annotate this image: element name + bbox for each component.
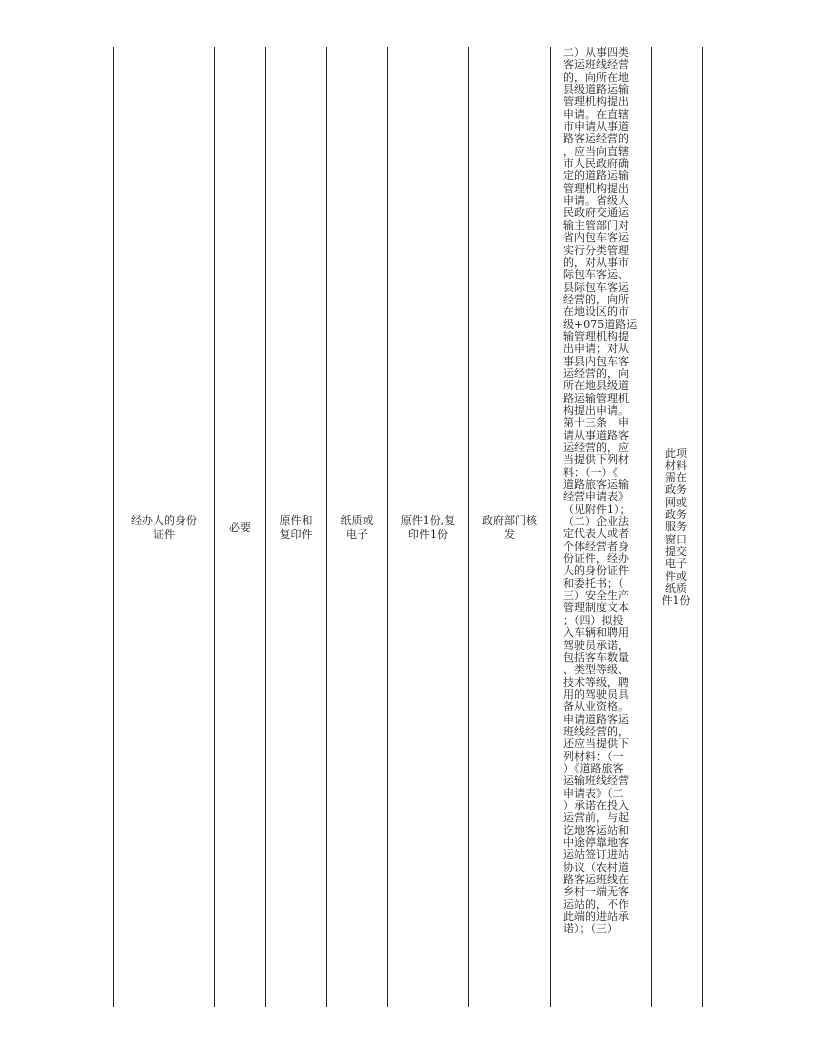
remark-text bbox=[662, 448, 691, 608]
legal-basis-line: 运输班线经营 bbox=[563, 774, 629, 788]
legal-basis-line: 输管理机构提 bbox=[563, 329, 629, 343]
legal-basis-line: 管理机构提出 bbox=[563, 181, 629, 195]
legal-basis-cell bbox=[563, 47, 645, 936]
legal-basis-line: 输主管部门对 bbox=[563, 218, 629, 232]
legal-basis-line: 申请。省级人 bbox=[563, 194, 629, 208]
legal-basis-line: 定代表人或者 bbox=[563, 527, 629, 541]
remark-line: 需在 bbox=[665, 471, 687, 485]
legal-basis-line: 三）安全生产 bbox=[563, 589, 629, 603]
legal-basis-line: 路运输管理机 bbox=[563, 391, 629, 405]
required-cell bbox=[215, 0, 265, 1055]
legal-basis-line: 运经营的，应 bbox=[563, 441, 629, 454]
remark-line: 提交 bbox=[665, 544, 687, 558]
legal-basis-line: 第十三条 申 bbox=[563, 416, 629, 430]
legal-basis-line: 管理机构提出 bbox=[563, 95, 629, 109]
legal-basis-line: 份证件，经办 bbox=[563, 552, 629, 566]
remark-line: 材料 bbox=[665, 458, 687, 472]
remark-line: 此项 bbox=[665, 446, 687, 460]
legal-basis-line: 路客运班线在 bbox=[563, 873, 629, 887]
legal-basis-line: 经营申请表》 bbox=[563, 490, 629, 504]
legal-basis-line: 所在地县级道 bbox=[563, 379, 629, 393]
legal-basis-line: 事县内包车客 bbox=[563, 354, 629, 368]
quantity-cell bbox=[388, 0, 468, 1055]
material-name-line: 证件 bbox=[153, 527, 175, 541]
legal-basis-line: 申请道路客运 bbox=[563, 712, 629, 726]
quantity-line: 印件1份 bbox=[408, 527, 448, 541]
source-line: 发 bbox=[504, 527, 515, 541]
legal-basis-line: 诺）；（三） bbox=[563, 922, 618, 936]
copy-type-line: 原件和 bbox=[279, 514, 313, 527]
remark-cell bbox=[658, 0, 694, 1055]
legal-basis-line: 运营前，与起 bbox=[563, 811, 629, 825]
legal-basis-line: 运经营的，向 bbox=[563, 366, 629, 380]
remark-line: 窗口 bbox=[665, 532, 687, 546]
source-cell bbox=[469, 0, 550, 1055]
legal-basis-line: （二）企业法 bbox=[563, 515, 629, 529]
legal-basis-line: 当提供下列材 bbox=[563, 453, 629, 467]
copy-type-cell bbox=[266, 0, 326, 1055]
remark-line: 件1份 bbox=[661, 594, 691, 608]
remark-line: 电子 bbox=[665, 557, 687, 571]
medium-line: 纸质或 bbox=[340, 514, 374, 527]
legal-basis-line: 经营的，向所 bbox=[563, 292, 629, 306]
remark-line: 服务 bbox=[665, 520, 687, 534]
medium-line: 电子 bbox=[346, 527, 368, 541]
column-divider-7 bbox=[651, 47, 652, 1007]
legal-basis-line: 县级道路运输 bbox=[563, 83, 629, 97]
legal-basis-line: 人的身份证件 bbox=[563, 564, 629, 578]
legal-basis-line: 和委托书；（ bbox=[563, 576, 624, 590]
legal-basis-line: 路客运经营的 bbox=[563, 132, 629, 146]
legal-basis-line: 乡村一端无客 bbox=[563, 885, 629, 899]
legal-basis-line: 的，向所在地 bbox=[563, 70, 629, 84]
source-line: 政府部门核 bbox=[482, 514, 537, 527]
legal-basis-line: 二）从事四类 bbox=[563, 46, 629, 59]
medium-cell bbox=[327, 0, 387, 1055]
legal-basis-line: 个体经营者身 bbox=[563, 539, 629, 553]
legal-basis-line: 定的道路运输 bbox=[563, 169, 629, 183]
legal-basis-line: ）承诺在投入 bbox=[563, 798, 629, 812]
material-name-line: 经办人的身份 bbox=[131, 514, 197, 527]
legal-basis-line: （见附件1）； bbox=[563, 502, 631, 516]
remark-line: 纸质 bbox=[665, 581, 687, 595]
legal-basis-line: 运站签订进站 bbox=[563, 848, 629, 862]
legal-basis-line: 驾驶员承诺， bbox=[563, 638, 629, 652]
legal-basis-line: 用的驾驶员具 bbox=[563, 687, 629, 701]
remark-line: 政务 bbox=[665, 483, 687, 497]
legal-basis-line: 出申请；对从 bbox=[563, 342, 629, 356]
legal-basis-line: 申请。在直辖 bbox=[563, 107, 629, 121]
remark-line: 网或 bbox=[665, 495, 687, 509]
legal-basis-line: 入车辆和聘用 bbox=[563, 626, 629, 640]
legal-basis-line: 在地设区的市 bbox=[563, 305, 629, 319]
material-name-cell bbox=[114, 0, 214, 1055]
legal-basis-line: 的，对从事市 bbox=[563, 255, 629, 269]
legal-basis-line: 料：（一）《 bbox=[563, 465, 618, 479]
quantity-line: 原件1份,复 bbox=[400, 514, 456, 527]
required-text: 必要 bbox=[229, 520, 251, 534]
legal-basis-line: 还应当提供下 bbox=[563, 737, 629, 751]
legal-basis-line: 列材料：（一 bbox=[563, 749, 624, 763]
legal-basis-line: 备从业资格。 bbox=[563, 700, 629, 714]
remark-line: 件或 bbox=[665, 569, 687, 583]
legal-basis-line: 市人民政府确 bbox=[563, 157, 629, 171]
legal-basis-line: ；（四）拟投 bbox=[563, 613, 624, 627]
legal-basis-line: 技术等级，聘 bbox=[563, 675, 629, 689]
legal-basis-line: 请从事道路客 bbox=[563, 428, 629, 442]
legal-basis-line: 道路旅客运输 bbox=[563, 478, 629, 492]
legal-basis-line: 管理制度文本 bbox=[563, 601, 629, 615]
legal-basis-line: 县际包车客运 bbox=[563, 280, 629, 294]
legal-basis-line: 、类型等级、 bbox=[563, 663, 629, 677]
legal-basis-line: ）《道路旅客 bbox=[563, 761, 624, 775]
legal-basis-line: 客运班线经营 bbox=[563, 58, 629, 72]
legal-basis-line: 讫地客运站和 bbox=[563, 823, 629, 837]
table-border-right bbox=[702, 47, 703, 1007]
legal-basis-line: 协议（农村道 bbox=[563, 860, 629, 874]
legal-basis-line: 此端的进站承 bbox=[563, 910, 629, 924]
remark-line: 政务 bbox=[665, 508, 687, 522]
legal-basis-line: 包括客车数量 bbox=[563, 650, 629, 664]
legal-basis-line: 申请表》（二 bbox=[563, 786, 624, 800]
legal-basis-line: 民政府交通运 bbox=[563, 206, 629, 220]
legal-basis-line: 运站的，不作 bbox=[563, 897, 629, 911]
legal-basis-line: 班线经营的， bbox=[563, 724, 629, 738]
legal-basis-line: 省内包车客运 bbox=[563, 231, 629, 245]
legal-basis-line: 实行分类管理 bbox=[563, 243, 629, 257]
legal-basis-line: 市申请从事道 bbox=[563, 120, 629, 134]
legal-basis-line: 际包车客运、 bbox=[563, 268, 629, 282]
column-divider-6 bbox=[550, 47, 551, 1007]
legal-basis-line: 级+075道路运 bbox=[563, 317, 638, 331]
legal-basis-line: 构提出申请。 bbox=[563, 403, 629, 417]
legal-basis-line: 中途停靠地客 bbox=[563, 836, 629, 849]
legal-basis-line: ，应当向直辖 bbox=[563, 144, 629, 158]
copy-type-line: 复印件 bbox=[279, 527, 313, 541]
